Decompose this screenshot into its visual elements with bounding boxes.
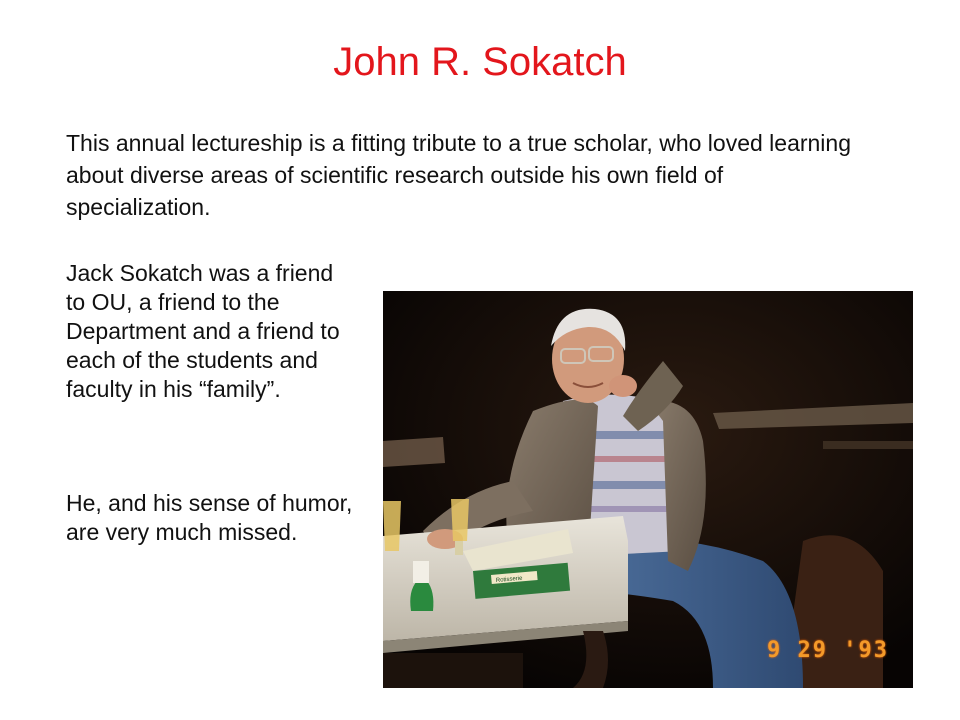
- closing-paragraph: He, and his sense of humor, are very much missed.: [66, 490, 353, 545]
- slide-title: John R. Sokatch: [333, 40, 627, 84]
- photo-date-stamp: 9 29 '93: [767, 638, 889, 663]
- tribute-paragraph: Jack Sokatch was a friend to OU, a friend to the Department and a friend to each of the students and faculty in his “family”.: [66, 260, 340, 402]
- portrait-photo: [383, 291, 913, 688]
- box-label: Rotisserie: [495, 575, 523, 584]
- portrait-illustration: [383, 291, 913, 688]
- intro-paragraph: This annual lectureship is a fitting tribute to a true scholar, who loved learning about diverse areas of scientific research outside his own field of specialization.: [66, 130, 851, 220]
